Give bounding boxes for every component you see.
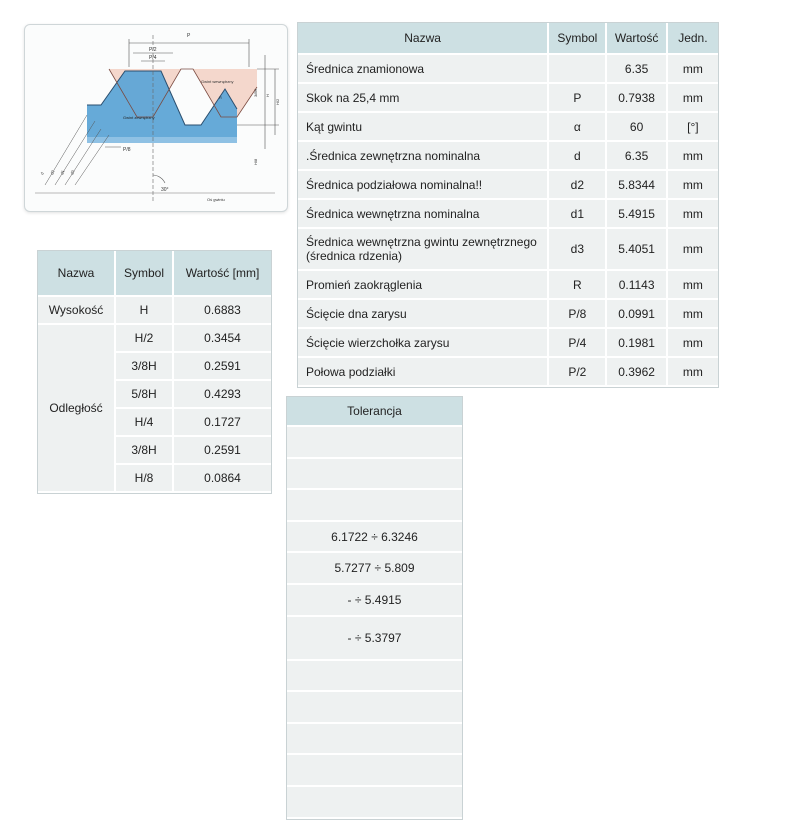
label-d3: d3 [69, 169, 76, 176]
row-symbol: H/4 [116, 409, 174, 437]
row-symbol [549, 55, 607, 84]
table-row [298, 55, 718, 84]
row-value: 0.1727 [174, 409, 271, 437]
row-symbol: P/2 [549, 358, 607, 387]
row-unit: mm [668, 142, 718, 171]
table-row [298, 358, 718, 387]
row-name: Połowa podziałki [298, 358, 549, 387]
row-symbol: d3 [549, 229, 607, 271]
row-value: 5.8344 [607, 171, 667, 200]
table-row [287, 522, 462, 554]
table-row [287, 787, 462, 819]
tolerance-cell: - ÷ 5.3797 [287, 617, 462, 661]
table-row [287, 490, 462, 522]
row-value: 6.35 [607, 142, 667, 171]
label-side-1: H [265, 94, 270, 97]
table-row [298, 84, 718, 113]
header-symbol: Symbol [116, 251, 174, 297]
table-row [287, 585, 462, 617]
row-value: 0.3962 [607, 358, 667, 387]
row-value: 5.4915 [607, 200, 667, 229]
label-side-2: H/2 [275, 98, 280, 105]
table-row [287, 661, 462, 693]
label-axis: Oś gwintu [207, 197, 225, 202]
row-symbol: P/4 [549, 329, 607, 358]
row-value: 5.4051 [607, 229, 667, 271]
table-row [287, 724, 462, 756]
row-symbol: d1 [549, 200, 607, 229]
header-value: Wartość [607, 23, 667, 55]
row-unit: mm [668, 200, 718, 229]
row-name: Promień zaokrąglenia [298, 271, 549, 300]
row-symbol: P [549, 84, 607, 113]
label-p4: P/4 [149, 55, 157, 61]
label-p8: P/8 [123, 147, 131, 153]
table-row [38, 325, 271, 353]
row-symbol: α [549, 113, 607, 142]
label-d1: d1 [59, 169, 66, 176]
row-unit: mm [668, 84, 718, 113]
table-row [298, 271, 718, 300]
row-value: 0.0991 [607, 300, 667, 329]
row-value: 0.3454 [174, 325, 271, 353]
table-row [287, 553, 462, 585]
table-row [287, 427, 462, 459]
row-unit: mm [668, 229, 718, 271]
table-row [287, 459, 462, 491]
row-symbol: H/2 [116, 325, 174, 353]
row-symbol: 5/8H [116, 381, 174, 409]
distance-label: Odległość [38, 325, 116, 493]
row-symbol: 3/8H [116, 353, 174, 381]
tolerance-cell [287, 692, 462, 724]
header-unit: Jedn. [668, 23, 718, 55]
tolerance-cell [287, 661, 462, 693]
header-tolerance: Tolerancja [287, 397, 462, 427]
table-row [287, 692, 462, 724]
row-name: Średnica wewnętrzna gwintu zewnętrznego (średnica rdzenia) [298, 229, 549, 271]
row-name: Ścięcie wierzchołka zarysu [298, 329, 549, 358]
parameters-table [298, 23, 718, 387]
tolerance-cell [287, 724, 462, 756]
label-r: R [219, 95, 222, 100]
row-name: Kąt gwintu [298, 113, 549, 142]
tolerance-cell [287, 427, 462, 459]
tolerance-cell [287, 787, 462, 819]
row-unit: mm [668, 329, 718, 358]
tolerance-cell: 6.1722 ÷ 6.3246 [287, 522, 462, 554]
tolerance-cell [287, 459, 462, 491]
table-row [298, 142, 718, 171]
row-value: 0.1981 [607, 329, 667, 358]
row-symbol: d [549, 142, 607, 171]
row-value: 60 [607, 113, 667, 142]
height-distance-table-card [37, 250, 272, 494]
row-symbol: P/8 [549, 300, 607, 329]
row-value: 0.4293 [174, 381, 271, 409]
table-row [298, 171, 718, 200]
table-row [298, 229, 718, 271]
label-internal: Gwint wewnętrzny [201, 79, 234, 84]
label-d2: d2 [49, 169, 56, 176]
row-value: 0.0864 [174, 465, 271, 493]
tolerance-table [287, 397, 462, 819]
row-unit: mm [668, 300, 718, 329]
table-header-row [287, 397, 462, 427]
table-row [298, 200, 718, 229]
table-row [38, 297, 271, 325]
height-symbol: H [116, 297, 174, 325]
row-name: .Średnica zewnętrzna nominalna [298, 142, 549, 171]
tolerance-cell: 5.7277 ÷ 5.809 [287, 553, 462, 585]
table-row [287, 755, 462, 787]
row-value: 6.35 [607, 55, 667, 84]
table-row [298, 113, 718, 142]
row-symbol: R [549, 271, 607, 300]
height-distance-table [38, 251, 271, 493]
row-value: 0.2591 [174, 353, 271, 381]
label-angle: 30° [161, 187, 169, 193]
row-symbol: 3/8H [116, 437, 174, 465]
row-symbol: d2 [549, 171, 607, 200]
height-label: Wysokość [38, 297, 116, 325]
row-value: 0.2591 [174, 437, 271, 465]
height-value: 0.6883 [174, 297, 271, 325]
row-unit: mm [668, 55, 718, 84]
table-row [298, 300, 718, 329]
header-name: Nazwa [38, 251, 116, 297]
label-p: P [187, 33, 191, 39]
header-value: Wartość [mm] [174, 251, 271, 297]
row-value: 0.7938 [607, 84, 667, 113]
label-side-0: 3/8H [253, 88, 258, 97]
row-unit: [°] [668, 113, 718, 142]
header-symbol: Symbol [549, 23, 607, 55]
label-external: Gwint zewnętrzny [123, 115, 155, 120]
row-name: Średnica podziałowa nominalna!! [298, 171, 549, 200]
table-header-row [298, 23, 718, 55]
row-name: Ścięcie dna zarysu [298, 300, 549, 329]
label-side-3: H/8 [253, 158, 258, 165]
row-value: 0.1143 [607, 271, 667, 300]
row-unit: mm [668, 171, 718, 200]
label-d: d [39, 171, 45, 176]
row-unit: mm [668, 358, 718, 387]
row-name: Średnica wewnętrzna nominalna [298, 200, 549, 229]
tolerance-cell: - ÷ 5.4915 [287, 585, 462, 617]
row-unit: mm [668, 271, 718, 300]
parameters-table-card [297, 22, 719, 388]
header-name: Nazwa [298, 23, 549, 55]
table-header-row [38, 251, 271, 297]
tolerance-cell [287, 755, 462, 787]
label-p2: P/2 [149, 47, 157, 53]
thread-profile-diagram [24, 24, 288, 212]
thread-profile-svg [25, 25, 287, 211]
row-name: Skok na 25,4 mm [298, 84, 549, 113]
table-row [298, 329, 718, 358]
tolerance-table-card [286, 396, 463, 820]
row-symbol: H/8 [116, 465, 174, 493]
tolerance-cell [287, 490, 462, 522]
table-row [287, 617, 462, 661]
row-name: Średnica znamionowa [298, 55, 549, 84]
